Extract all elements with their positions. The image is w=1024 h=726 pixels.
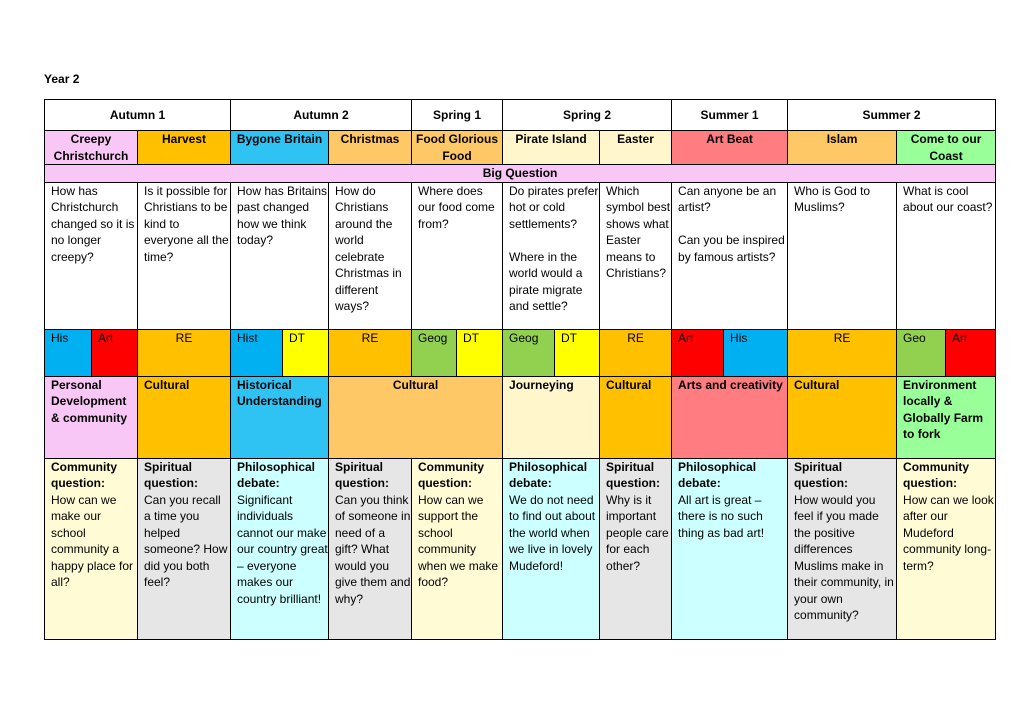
term-header: Summer 2 (788, 100, 996, 131)
subject-cell: RE (600, 329, 672, 376)
big-question-text: What is cool about our coast? (903, 183, 993, 214)
topic-cell: Easter (600, 131, 672, 165)
subject-cell: Art (92, 329, 138, 376)
curriculum-table (44, 99, 996, 640)
big-question-cell (329, 182, 412, 329)
theme-cell: Historical Understanding (231, 376, 329, 458)
big-question-cell (138, 182, 231, 329)
themes-row (45, 376, 996, 458)
question-text: Why is it important people care for each other? (606, 492, 669, 573)
topic-cell: Harvest (138, 131, 231, 165)
question-text: How can we look after our Mudeford community long-term? (903, 492, 994, 573)
subject-cell: RE (788, 329, 897, 376)
question-type: Community question: (903, 459, 970, 490)
question-type: Community question: (51, 459, 117, 490)
question-cell (231, 458, 329, 639)
topic-cell: Food Glorious Food (412, 131, 503, 165)
question-cell (138, 458, 231, 639)
big-question-cell (672, 182, 788, 329)
subject-cell: Geog (412, 329, 457, 376)
subject-cell: DT (555, 329, 600, 376)
question-cell (897, 458, 996, 639)
subject-cell: His (45, 329, 92, 376)
question-text: How can we make our school community a happy place for all? (51, 492, 134, 589)
term-header: Autumn 1 (45, 100, 231, 131)
question-type: Community question: (418, 459, 484, 490)
term-header: Autumn 2 (231, 100, 412, 131)
question-text: How would you feel if you made the positive differences Muslims make in their community, in your own community? (794, 492, 894, 622)
question-type: Spiritual question: (606, 459, 661, 490)
big-question-text: Can anyone be an artist? (678, 183, 777, 214)
big-question-text: How do Christians around the world celebrate Christmas in different ways? (335, 183, 402, 313)
topic-cell: Creepy Christchurch (45, 131, 138, 165)
question-type: Spiritual question: (144, 459, 198, 490)
subject-cell: Art (946, 329, 996, 376)
topic-cell: Bygone Britain (231, 131, 329, 165)
big-question-text: Do pirates prefer hot or cold settlements? (509, 183, 599, 231)
subject-cell: Geog (503, 329, 555, 376)
big-question-cell (231, 182, 329, 329)
big-question-text: Is it possible for Christians to be kind to everyone all the time? (144, 183, 229, 264)
term-header: Summer 1 (672, 100, 788, 131)
big-question-cell (600, 182, 672, 329)
question-type: Philosophical debate: (678, 459, 757, 490)
question-text: Can you recall a time you helped someone? How did you both feel? (144, 492, 228, 589)
question-type: Philosophical debate: (509, 459, 588, 490)
question-type: Philosophical debate: (237, 459, 316, 490)
subjects-row (45, 329, 996, 376)
theme-cell: Arts and creativity (672, 376, 788, 458)
big-question-text: Which symbol best shows what Easter means to Christians? (606, 183, 671, 280)
big-question-cell (503, 182, 600, 329)
theme-cell: Personal Development & community (45, 376, 138, 458)
subject-cell: DT (457, 329, 503, 376)
big-question-text: Can you be inspired by famous artists? (678, 233, 785, 264)
theme-cell: Cultural (788, 376, 897, 458)
big-question-cell (788, 182, 897, 329)
question-type: Spiritual question: (335, 459, 389, 490)
question-text: All art is great – there is no such thing as bad art! (678, 492, 765, 540)
question-cell (600, 458, 672, 639)
topic-cell: Pirate Island (503, 131, 600, 165)
subject-cell: Hist (231, 329, 283, 376)
big-question-text: Who is God to Muslims? (794, 183, 871, 214)
topic-cell: Islam (788, 131, 897, 165)
topic-cell: Come to our Coast (897, 131, 996, 165)
big-question-cell (412, 182, 503, 329)
theme-cell: Cultural (329, 376, 503, 458)
theme-cell: Cultural (600, 376, 672, 458)
question-text: How can we support the school community when we make food? (418, 492, 499, 589)
subject-cell: Art (672, 329, 724, 376)
theme-cell: Journeying (503, 376, 600, 458)
question-type: Spiritual question: (794, 459, 849, 490)
big-question-cell (897, 182, 996, 329)
big-questions-row (45, 182, 996, 329)
page-title: Year 2 (44, 72, 80, 86)
theme-cell: Cultural (138, 376, 231, 458)
question-cell (329, 458, 412, 639)
topic-cell: Art Beat (672, 131, 788, 165)
subject-cell: Geo (897, 329, 946, 376)
question-text: Significant individuals cannot our make our country great – everyone makes our country brilliant! (237, 492, 328, 606)
theme-cell: Environment locally & Globally Farm to fork (897, 376, 996, 458)
question-cell (672, 458, 788, 639)
question-text: Can you think of someone in need of a gift? What would you give them and why? (335, 492, 411, 606)
subject-cell: DT (283, 329, 329, 376)
big-question-header: Big Question (45, 165, 996, 183)
topics-row (45, 131, 996, 165)
question-cell (412, 458, 503, 639)
subject-cell: RE (138, 329, 231, 376)
question-cell (503, 458, 600, 639)
subject-cell: His (724, 329, 788, 376)
big-question-header-row (45, 165, 996, 183)
term-header: Spring 2 (503, 100, 672, 131)
big-question-text: Where does our food come from? (418, 183, 495, 231)
terms-row (45, 100, 996, 131)
topic-cell: Christmas (329, 131, 412, 165)
big-question-text: How has Christchurch changed so it is no longer creepy? (51, 183, 135, 264)
term-header: Spring 1 (412, 100, 503, 131)
big-question-cell (45, 182, 138, 329)
questions-row (45, 458, 996, 639)
subject-cell: RE (329, 329, 412, 376)
big-question-text: Where in the world would a pirate migrate and settle? (509, 249, 583, 313)
big-question-text: How has Britains past changed how we think today? (237, 183, 328, 247)
question-text: We do not need to find out about the world when we live in lovely Mudeford! (509, 492, 596, 573)
question-cell (788, 458, 897, 639)
question-cell (45, 458, 138, 639)
